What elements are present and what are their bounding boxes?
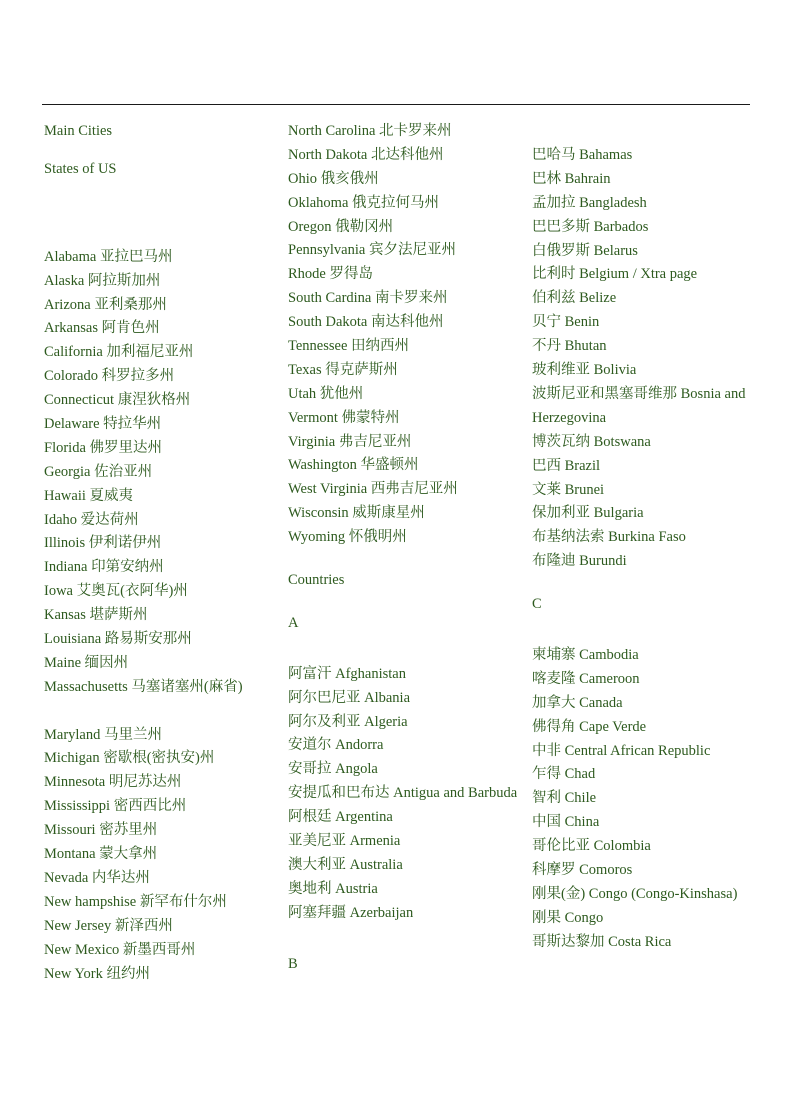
list-item: Texas 得克萨斯州	[288, 361, 398, 378]
list-item: 刚果(金) Congo (Congo-Kinshasa)	[532, 885, 738, 902]
states-list-m-n	[44, 724, 280, 987]
list-item: South Dakota 南达科他州	[288, 314, 444, 331]
list-item: Illinois 伊利诺伊州	[44, 535, 162, 552]
list-item: 奥地利 Austria	[288, 880, 378, 897]
list-item: 伯利兹 Belize	[532, 290, 617, 307]
list-item: Oklahoma 俄克拉何马州	[288, 194, 440, 211]
list-item: Missouri 密苏里州	[44, 822, 158, 839]
list-item: 博茨瓦纳 Botswana	[532, 433, 651, 450]
list-item: Virginia 弗吉尼亚州	[288, 433, 412, 450]
list-item: Kansas 堪萨斯州	[44, 607, 148, 624]
list-item: 阿根廷 Argentina	[288, 809, 393, 826]
column-countries-b-c	[532, 144, 752, 955]
list-item: 澳大利亚 Australia	[288, 856, 403, 873]
list-item: West Virginia 西弗吉尼亚州	[288, 481, 458, 498]
list-item: 巴林 Bahrain	[532, 170, 611, 187]
list-item: New York 纽约州	[44, 965, 150, 982]
list-item: Iowa 艾奥瓦(衣阿华)州	[44, 583, 188, 600]
list-item: 贝宁 Benin	[532, 314, 600, 331]
list-item: 文莱 Brunei	[532, 481, 605, 498]
list-item: Nevada 内华达州	[44, 869, 150, 886]
list-item: 阿尔巴尼亚 Albania	[288, 689, 411, 706]
list-item: Tennessee 田纳西州	[288, 338, 409, 355]
list-item: 保加利亚 Bulgaria	[532, 505, 644, 522]
list-item: 比利时 Belgium / Xtra page	[532, 266, 698, 283]
column-us-states-1	[44, 120, 280, 986]
list-item: Massachusetts 马塞诸塞州(麻省)	[44, 678, 243, 695]
list-item: 中国 China	[532, 814, 600, 831]
list-item: New Mexico 新墨西哥州	[44, 941, 196, 958]
list-item: 巴巴多斯 Barbados	[532, 218, 649, 235]
list-item: Wisconsin 威斯康星州	[288, 505, 425, 522]
list-item: Vermont 佛蒙特州	[288, 409, 400, 426]
list-item: 白俄罗斯 Belarus	[532, 242, 638, 259]
main-cities-heading: Main Cities	[44, 123, 113, 139]
list-item: Indiana 印第安纳州	[44, 559, 164, 576]
list-item: 不丹 Bhutan	[532, 338, 607, 355]
list-item: 巴西 Brazil	[532, 457, 601, 474]
list-item: Maryland 马里兰州	[44, 726, 162, 743]
list-item: 玻利维亚 Bolivia	[532, 362, 637, 379]
countries-list-c	[532, 644, 752, 955]
list-item: Arkansas 阿肯色州	[44, 320, 160, 337]
list-item: Arizona 亚利桑那州	[44, 296, 167, 313]
list-item: North Carolina 北卡罗来州	[288, 123, 452, 139]
list-item: Louisiana 路易斯安那州	[44, 631, 192, 648]
countries-heading: Countries	[288, 572, 345, 589]
list-item: South Cardina 南卡罗来州	[288, 290, 448, 307]
list-item: 佛得角 Cape Verde	[532, 718, 647, 735]
states-list-a-m	[44, 246, 280, 700]
list-item: Wyoming 怀俄明州	[288, 529, 407, 546]
list-item: 安哥拉 Angola	[288, 761, 378, 778]
list-item: Idaho 爱达荷州	[44, 511, 139, 528]
list-item: New hampshise 新罕布什尔州	[44, 893, 227, 910]
list-item: Alabama 亚拉巴马州	[44, 248, 173, 265]
list-item: 中非 Central African Republic	[532, 742, 711, 759]
list-item: New Jersey 新泽西州	[44, 917, 173, 934]
list-item: 阿尔及利亚 Algeria	[288, 713, 408, 730]
letter-b-heading: B	[288, 955, 298, 972]
list-item: 布基纳法索 Burkina Faso	[532, 529, 686, 546]
list-item: 巴哈马 Bahamas	[532, 147, 633, 163]
list-item: Utah 犹他州	[288, 385, 364, 402]
list-item: Minnesota 明尼苏达州	[44, 774, 182, 791]
list-item: 智利 Chile	[532, 790, 597, 807]
list-item: 刚果 Congo	[532, 909, 604, 926]
list-item: Alaska 阿拉斯加州	[44, 272, 161, 289]
list-item: Connecticut 康涅狄格州	[44, 392, 191, 409]
letter-c-heading: C	[532, 596, 542, 613]
list-item: 安提瓜和巴布达 Antigua and Barbuda	[288, 785, 518, 802]
countries-list-b	[532, 144, 752, 574]
list-item: 科摩罗 Comoros	[532, 861, 633, 878]
list-item: Hawaii 夏威夷	[44, 487, 133, 504]
list-item: Georgia 佐治亚州	[44, 463, 153, 480]
list-item: Rhode 罗得岛	[288, 266, 373, 283]
list-item: 波斯尼亚和黑塞哥维那 Bosnia and Herzegovina	[532, 385, 746, 426]
list-item: California 加利福尼亚州	[44, 344, 194, 361]
list-item: 哥伦比亚 Colombia	[532, 838, 651, 855]
list-item: Washington 华盛顿州	[288, 457, 419, 474]
countries-list-a	[288, 663, 518, 926]
list-item: Michigan 密歇根(密执安)州	[44, 750, 215, 767]
list-item: 布隆迪 Burundi	[532, 553, 627, 570]
list-item: Colorado 科罗拉多州	[44, 368, 175, 385]
list-item: 加拿大 Canada	[532, 694, 623, 711]
list-item: 阿塞拜疆 Azerbaijan	[288, 904, 414, 921]
top-rule	[42, 104, 750, 105]
list-item: 喀麦隆 Cameroon	[532, 670, 640, 687]
states-list-n-w	[288, 120, 518, 550]
list-item: 阿富汗 Afghanistan	[288, 665, 406, 682]
letter-a-heading: A	[288, 614, 299, 631]
list-item: Pennsylvania 宾夕法尼亚州	[288, 242, 456, 259]
list-item: Maine 缅因州	[44, 654, 129, 671]
list-item: Florida 佛罗里达州	[44, 439, 163, 456]
list-item: 孟加拉 Bangladesh	[532, 194, 647, 211]
list-item: Oregon 俄勒冈州	[288, 218, 394, 235]
list-item: 安道尔 Andorra	[288, 737, 384, 754]
list-item: Ohio 俄亥俄州	[288, 170, 379, 187]
list-item: Montana 蒙大拿州	[44, 846, 158, 863]
list-item: Delaware 特拉华州	[44, 416, 162, 433]
list-item: 乍得 Chad	[532, 766, 596, 783]
list-item: North Dakota 北达科他州	[288, 146, 444, 163]
list-item: 哥斯达黎加 Costa Rica	[532, 933, 672, 950]
list-item: 亚美尼亚 Armenia	[288, 833, 401, 850]
states-heading: States of US	[44, 160, 117, 177]
list-item: Mississippi 密西西比州	[44, 798, 187, 815]
list-item: 柬埔寨 Cambodia	[532, 646, 639, 663]
column-us-states-2-countries-a	[288, 120, 518, 977]
